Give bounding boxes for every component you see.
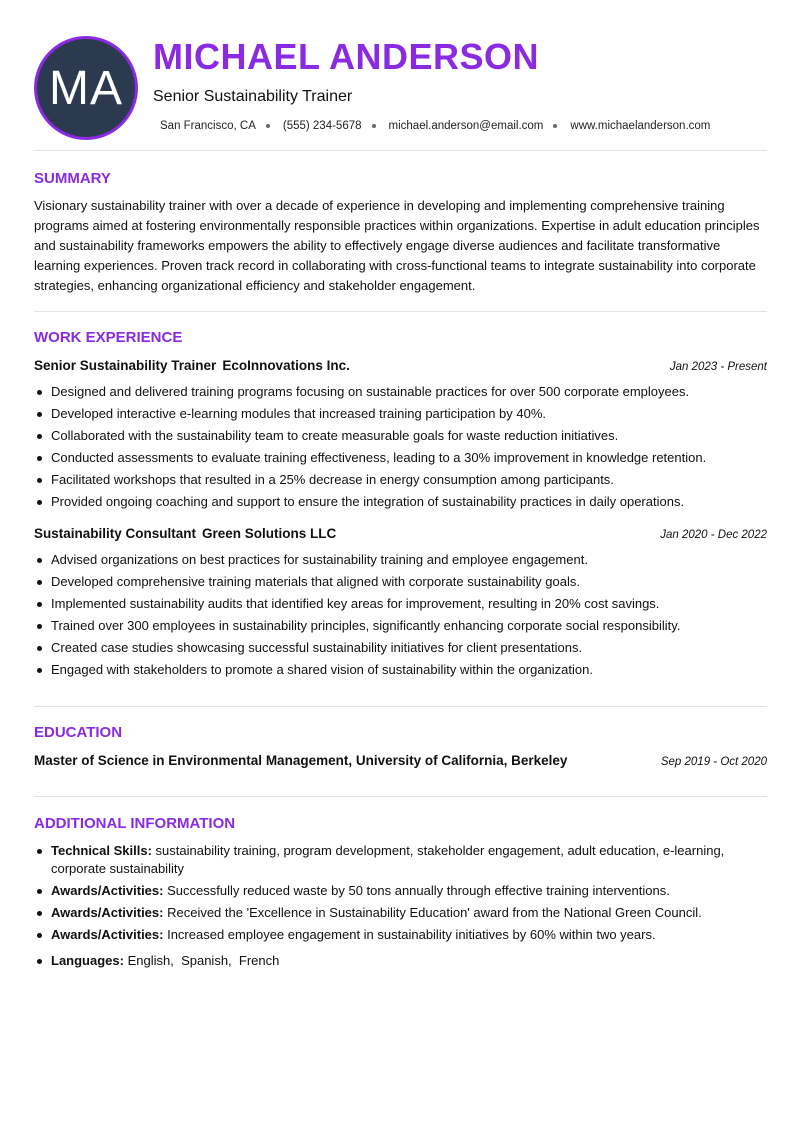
list-item: Created case studies showcasing successful sustainability initiatives for client presentations. (34, 639, 767, 657)
job-title: Senior Sustainability Trainer (34, 358, 217, 373)
education-heading: EDUCATION (34, 724, 123, 741)
list-item: Engaged with stakeholders to promote a shared vision of sustainability within the organization. (34, 661, 767, 679)
list-item (34, 904, 767, 922)
job-title: Sustainability Consultant (34, 526, 197, 541)
item-label: Awards/Activities: (51, 927, 164, 942)
contact-website[interactable]: www.michaelanderson.com (570, 120, 711, 132)
summary-text: Visionary sustainability trainer with over a decade of experience in developing and implementing comprehensive training programs aimed at fostering environmentally responsible practices within organizations. Expertise in adult education principles and sustainability frameworks empowers the ability to effectively engage diverse audiences and facilitate transformative learning experiences. Proven track record in collaborating with cross-functional teams to integrate sustainability into corporate strategies, enhancing organizational efficiency and stakeholder engagement. (34, 198, 760, 293)
candidate-name: MICHAEL ANDERSON (153, 36, 540, 77)
divider (34, 706, 767, 707)
contact-phone: (555) 234-5678 (282, 120, 362, 132)
item-label: Technical Skills: (51, 843, 152, 858)
separator-dot-icon (372, 124, 376, 128)
separator-dot-icon (553, 124, 557, 128)
additional-heading: ADDITIONAL INFORMATION (34, 815, 236, 832)
list-item: Implemented sustainability audits that identified key areas for improvement, resulting in 20% cost savings. (34, 595, 767, 613)
job-title-line (34, 526, 336, 541)
education-degree: Master of Science in Environmental Management, University of California, Berkeley (34, 753, 568, 768)
job-dates: Jan 2020 - Dec 2022 (660, 529, 767, 541)
item-label: Awards/Activities: (51, 883, 164, 898)
job-title-line (34, 358, 350, 373)
divider (34, 796, 767, 797)
list-item (34, 882, 767, 900)
list-item: Developed comprehensive training materials that aligned with corporate sustainability goals. (34, 573, 767, 591)
item-text: Successfully reduced waste by 50 tons annually through effective training interventions. (167, 883, 670, 898)
summary-heading: SUMMARY (34, 170, 111, 187)
experience-heading: WORK EXPERIENCE (34, 329, 183, 346)
job-company: EcoInnovations Inc. (222, 358, 350, 373)
item-label: Languages: (51, 953, 124, 968)
list-item: Trained over 300 employees in sustainability principles, significantly enhancing corporate social responsibility. (34, 617, 767, 635)
item-label: Awards/Activities: (51, 905, 164, 920)
item-text: Received the 'Excellence in Sustainability Education' award from the National Green Council. (167, 905, 702, 920)
item-text: sustainability training, program development, stakeholder engagement, adult education, e-learning, corporate sustainability (51, 843, 725, 876)
divider (34, 311, 767, 312)
list-item: Provided ongoing coaching and support to ensure the integration of sustainability practices in daily operations. (34, 493, 767, 511)
list-item: Collaborated with the sustainability team to create measurable goals for waste reduction initiatives. (34, 427, 767, 445)
contact-line (160, 120, 710, 132)
job-bullets (34, 551, 767, 683)
education-dates: Sep 2019 - Oct 2020 (660, 756, 767, 768)
list-item: Conducted assessments to evaluate training effectiveness, leading to a 30% improvement in knowledge retention. (34, 449, 767, 467)
item-text: English, Spanish, French (127, 953, 280, 968)
separator-dot-icon (266, 124, 270, 128)
list-item: Advised organizations on best practices for sustainability training and employee engagement. (34, 551, 767, 569)
additional-list (34, 842, 767, 974)
contact-location: San Francisco, CA (160, 120, 256, 132)
list-item: Designed and delivered training programs focusing on sustainable practices for over 500 corporate employees. (34, 383, 767, 401)
job-bullets (34, 383, 767, 515)
list-item (34, 842, 767, 878)
divider (34, 150, 767, 151)
job-company: Green Solutions LLC (202, 526, 337, 541)
list-item (34, 952, 767, 970)
list-item: Facilitated workshops that resulted in a 25% decrease in energy consumption among participants. (34, 471, 767, 489)
contact-email[interactable]: michael.anderson@email.com (388, 120, 544, 132)
list-item: Developed interactive e-learning modules that increased training participation by 40%. (34, 405, 767, 423)
item-text: Increased employee engagement in sustainability initiatives by 60% within two years. (167, 927, 656, 942)
job-dates: Jan 2023 - Present (669, 361, 767, 373)
avatar-initials: MA (49, 61, 123, 115)
candidate-title: Senior Sustainability Trainer (153, 88, 353, 105)
list-item (34, 926, 767, 944)
avatar (34, 36, 138, 140)
